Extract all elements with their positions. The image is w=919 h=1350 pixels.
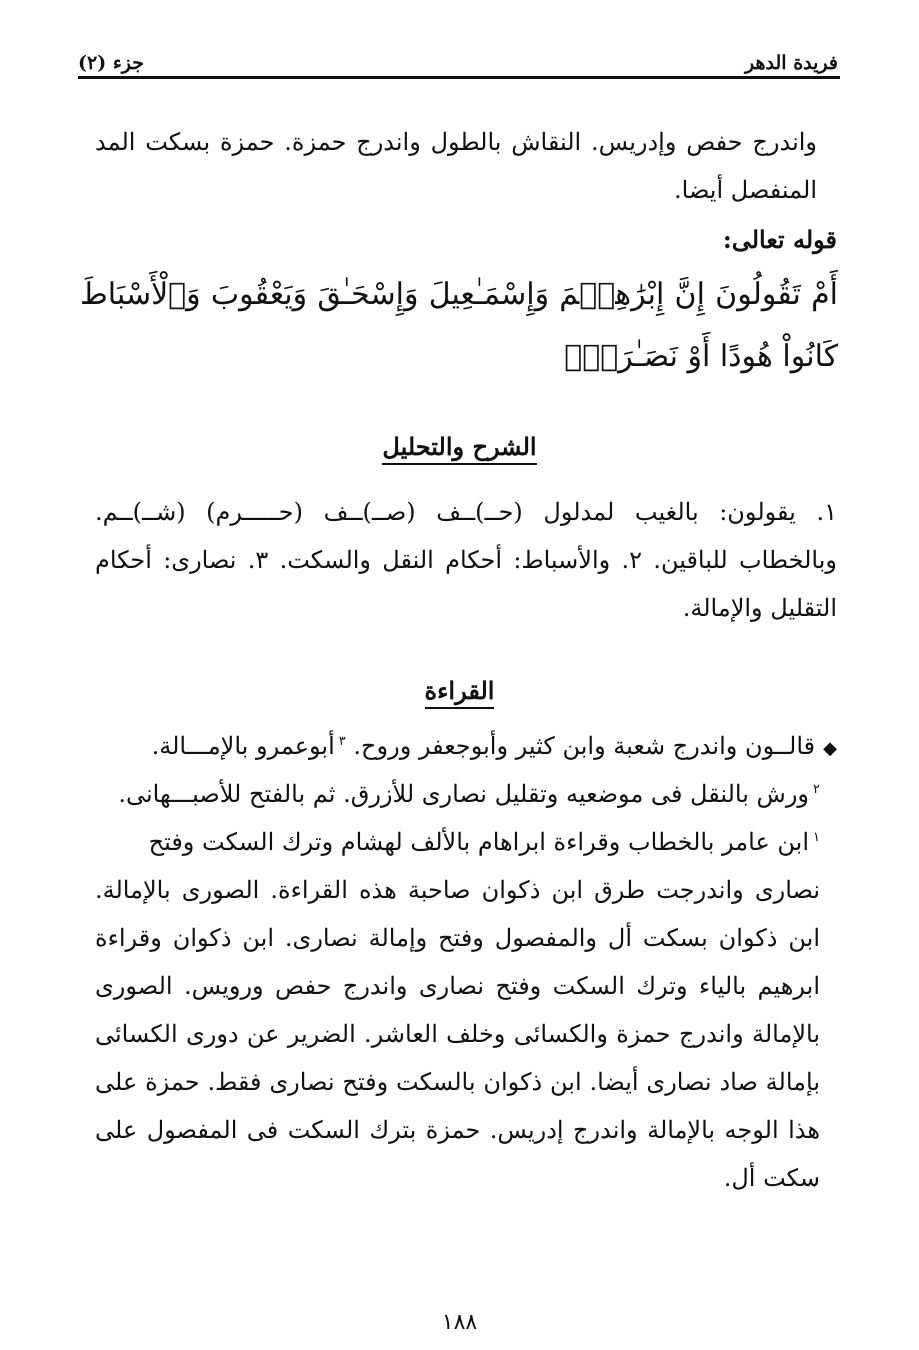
qiraah-heading xyxy=(0,676,919,705)
qiraah-line-1-tail: أبوعمرو بالإمـــالة. xyxy=(151,732,335,760)
footnote-marker-3: ٣ xyxy=(338,734,346,749)
qiraah-line-2 xyxy=(95,770,820,818)
qiraah-line-3 xyxy=(95,818,820,866)
book-title: فريدة الدهر xyxy=(745,52,838,74)
qawl-label: قوله تعالى: xyxy=(722,225,837,254)
intro-paragraph: واندرج حفص وإدريس. النقاش بالطول واندرج حمزة. حمزة بسكت المد المنفصل أيضا. xyxy=(95,128,818,204)
qiraah-line-1-text: قالــون واندرج شعبة وابن كثير وأبوجعفر وروح. xyxy=(353,732,816,760)
diamond-bullet-icon: ◆ xyxy=(823,738,837,759)
qiraah-body: نصارى واندرجت طرق ابن ذكوان صاحبة هذه القراءة. الصورى بالإمالة. ابن ذكوان بسكت أل والمفصول وفتح وإمالة نصارى. ابن ذكوان وقراءة ابرهيم بالياء وترك السكت وفتح نصارى واندرج حفص ورويس. الصورى بالإمالة واندرج حمزة والكسائى وخلف العاشر. الضرير عن دورى الكسائى بإمالة صاد نصارى أيضا. ابن ذكوان بالسكت وفتح نصارى فقط. حمزة على هذا الوجه بالإمالة واندرج إدريس. حمزة بترك السكت فى المفصول على سكت أل. xyxy=(95,876,821,1192)
header-rule xyxy=(78,76,840,79)
part-label: جزء (٢) xyxy=(78,52,144,74)
quran-verse: أَمْ تَقُولُونَ إِنَّ إِبْرَٰهِـۧمَ وَإِسْمَـٰعِيلَ وَإِسْحَـٰقَ وَيَعْقُوبَ وَٱلْأَسْبَاطَ كَانُواْ هُودًا أَوْ نَصَـٰرَىٰۗ xyxy=(80,277,838,374)
sharh-heading-text: الشرح والتحليل xyxy=(382,432,536,465)
qiraah-heading-text: القراءة xyxy=(425,676,495,709)
sharh-heading xyxy=(0,432,919,461)
page-number: ١٨٨ xyxy=(441,1310,478,1335)
qiraah-line-3-text: ابن عامر بالخطاب وقراءة ابراهام بالألف لهشام وترك السكت وفتح xyxy=(148,828,810,856)
running-header xyxy=(78,40,838,74)
qiraah-line-1 xyxy=(95,722,837,773)
footnote-marker-1: ١ xyxy=(813,830,820,845)
footnote-marker-2: ٢ xyxy=(813,782,820,797)
sharh-paragraph: ١. يقولون: بالغيب لمدلول (حــ)ــف (صــ)ــف (حـــــرم) (شــ)ــم. وبالخطاب للباقين. ٢. والأسباط: أحكام النقل والسكت. ٣. نصارى: أحكام التقليل والإمالة. xyxy=(95,498,838,622)
qiraah-line-2-text: ورش بالنقل فى موضعيه وتقليل نصارى للأزرق. ثم بالفتح للأصبـــهانى. xyxy=(118,780,810,808)
